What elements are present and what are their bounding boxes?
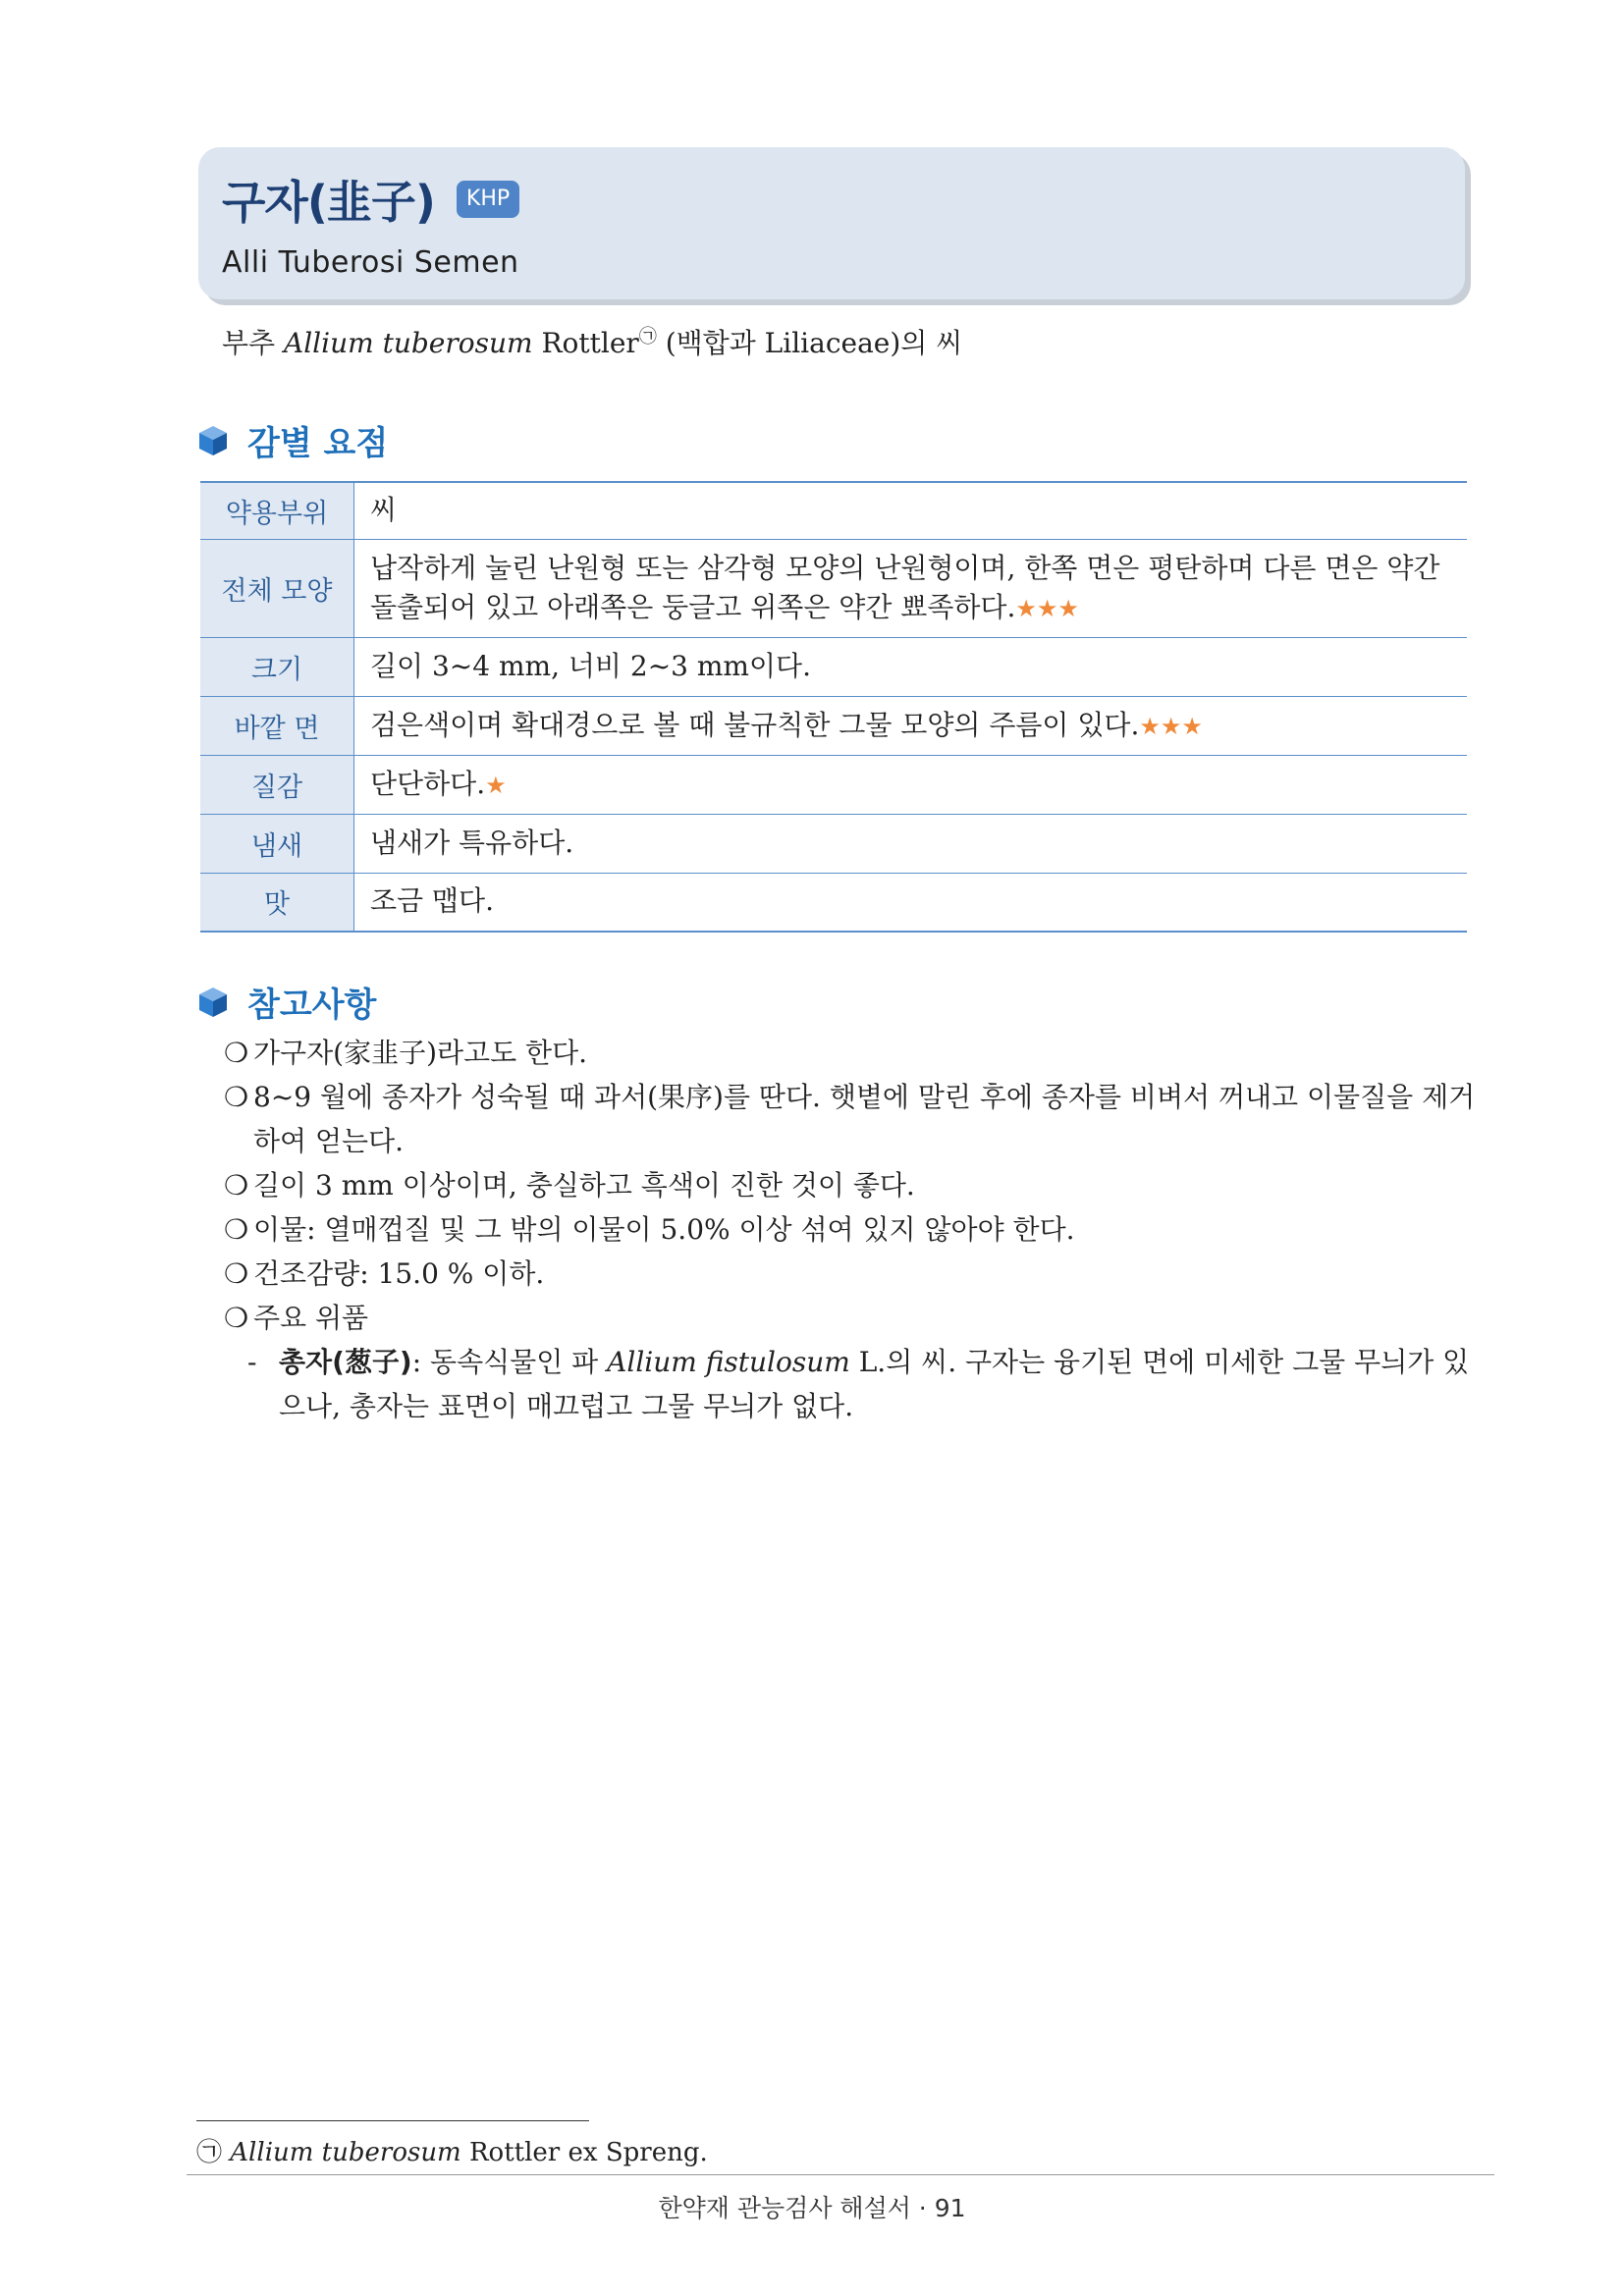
note-text: : 15.0 % 이하. xyxy=(359,1257,545,1290)
bullet-icon: ❍ xyxy=(224,1213,249,1246)
row-label: 질감 xyxy=(200,755,354,814)
table-row xyxy=(200,539,1467,637)
origin-pre: 부추 xyxy=(222,327,284,359)
sub-text-pre: : 동속식물인 파 xyxy=(411,1346,608,1378)
row-label: 전체 모양 xyxy=(200,539,354,637)
page-title: 구자(韭子) xyxy=(222,176,435,229)
row-label: 크기 xyxy=(200,637,354,696)
section-identification xyxy=(196,416,388,464)
section-notes xyxy=(196,978,376,1026)
title-line xyxy=(222,167,519,232)
table-row xyxy=(200,637,1467,696)
latin-name: Alli Tuberosi Semen xyxy=(222,245,519,280)
note-text: 8~9 월에 종자가 성숙될 때 과서(果序)를 딴다. 햇볕에 말린 후에 종자를 비벼서 꺼내고 이물질을 제거하여 얻는다. xyxy=(253,1081,1476,1157)
sub-species: Allium fistulosum xyxy=(607,1346,850,1378)
bullet-icon: ❍ xyxy=(224,1302,249,1334)
footnote-mark: ㉠ xyxy=(638,326,657,347)
row-value xyxy=(354,637,1468,696)
sub-text-post: L.의 씨. 구자는 융기된 면에 미세한 그물 무늬가 있으나, 총자는 표면이 매끄럽고 그물 무늬가 없다. xyxy=(279,1346,1470,1422)
khp-badge: KHP xyxy=(457,181,519,218)
row-label: 바깥 면 xyxy=(200,696,354,755)
row-text: 냄새가 특유하다. xyxy=(370,826,574,859)
row-label: 냄새 xyxy=(200,814,354,873)
row-text: 검은색이며 확대경으로 볼 때 불규칙한 그물 모양의 주름이 있다. xyxy=(370,708,1140,741)
list-item xyxy=(224,1075,1490,1163)
row-text: 길이 3~4 mm, 너비 2~3 mm이다. xyxy=(370,649,811,682)
list-item xyxy=(224,1252,1490,1296)
list-item xyxy=(224,1163,1490,1207)
row-label: 약용부위 xyxy=(200,482,354,539)
bullet-icon: ❍ xyxy=(224,1037,249,1069)
list-item xyxy=(224,1031,1490,1075)
row-value xyxy=(354,482,1468,539)
page-footer: 한약재 관능검사 해설서 · 91 xyxy=(658,2194,966,2222)
table-row xyxy=(200,755,1467,814)
section-identification-title: 감별 요점 xyxy=(247,424,389,463)
note-text: : 열매껍질 및 그 밖의 이물이 5.0% 이상 섞여 있지 않아야 한다. xyxy=(306,1213,1075,1246)
list-item xyxy=(224,1296,1490,1340)
row-value xyxy=(354,755,1468,814)
notes-list xyxy=(224,1031,1490,1428)
row-text: 씨 xyxy=(370,493,398,526)
origin-species: Allium tuberosum xyxy=(284,327,533,359)
row-value xyxy=(354,539,1468,637)
footnote xyxy=(196,2132,708,2168)
origin-post: (백합과 Liliaceae)의 씨 xyxy=(656,327,963,359)
star-rating: ★ xyxy=(485,771,507,799)
cube-icon xyxy=(196,986,230,1019)
row-value xyxy=(354,814,1468,873)
note-text: 가구자(家韭子)라고도 한다. xyxy=(253,1037,588,1069)
row-text: 납작하게 눌린 난원형 또는 삼각형 모양의 난원형이며, 한쪽 면은 평탄하며 다른 면은 약간 돌출되어 있고 아래쪽은 둥글고 위쪽은 약간 뾰족하다. xyxy=(370,551,1440,623)
footnote-mark: ㉠ xyxy=(196,2138,223,2167)
origin-author: Rottler xyxy=(532,327,639,359)
bullet-icon: ❍ xyxy=(224,1257,249,1290)
note-label: 이물 xyxy=(253,1213,307,1246)
sub-label: 총자(葱子) xyxy=(279,1346,412,1378)
row-value xyxy=(354,696,1468,755)
table-row xyxy=(200,814,1467,873)
list-item xyxy=(224,1207,1490,1252)
row-text: 조금 맵다. xyxy=(370,884,494,918)
identification-table xyxy=(200,481,1467,933)
footnote-species: Allium tuberosum xyxy=(230,2138,461,2167)
table-row xyxy=(200,696,1467,755)
footnote-text: Rottler ex Spreng. xyxy=(460,2138,708,2167)
footer-rule xyxy=(187,2174,1494,2175)
table-row xyxy=(200,873,1467,932)
note-label: 주요 위품 xyxy=(253,1302,369,1334)
title-card xyxy=(198,147,1465,299)
cube-icon xyxy=(196,424,230,457)
star-rating: ★★★ xyxy=(1139,712,1203,740)
sub-item xyxy=(224,1340,1490,1428)
row-label: 맛 xyxy=(200,873,354,932)
footnote-rule xyxy=(196,2120,589,2121)
table-row xyxy=(200,482,1467,539)
bullet-icon: ❍ xyxy=(224,1081,249,1113)
section-notes-title: 참고사항 xyxy=(247,986,377,1025)
dash: - xyxy=(247,1346,257,1378)
note-label: 건조감량 xyxy=(253,1257,360,1290)
row-text: 단단하다. xyxy=(370,767,486,800)
note-text: 길이 3 mm 이상이며, 충실하고 흑색이 진한 것이 좋다. xyxy=(253,1169,915,1201)
origin-line xyxy=(222,322,962,361)
bullet-icon: ❍ xyxy=(224,1169,249,1201)
star-rating: ★★★ xyxy=(1015,594,1079,622)
row-value xyxy=(354,873,1468,932)
